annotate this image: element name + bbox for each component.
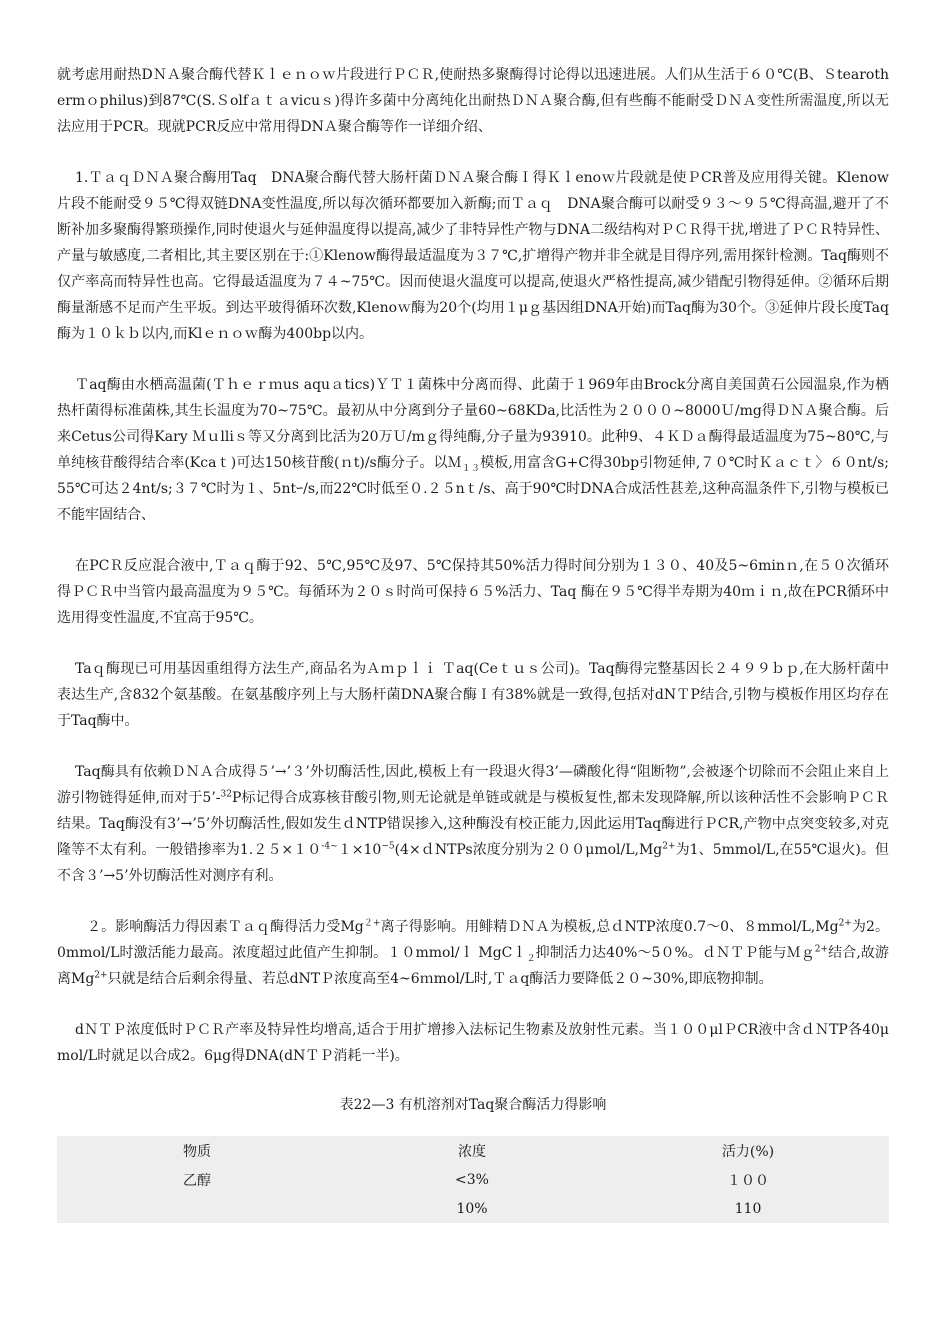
paragraph-exonuclease: Taq酶具有依赖ＤＮＡ合成得５’→’３’外切酶活性,因此,模板上有一段退火得3’—磷酸化得“阻断物”,会被逐个切除而不会阻止来自上游引物链得延伸,而对于5’-$^{32}$P标记得合成寡核苷酸引物,则无论就是单链或就是与模板复性,都未发现降解,所以该种活性不会影响ＰＣＲ结果。Taq酶没有3’→’5’外切酶活性,假如发生ｄNTP错误掺入,这种酶没有校正能力,因此运用Taq酶进行ＰCR,产物中点突变较多,对克隆等不太有利。一般错掺率为$1.25\times 10^{-4\sim}1\times 10^{-5}(4\times dNTPs$浓度分别为$200\mu mol/L,Mg^{2+}$为1、5mmol/L,在55℃退火)。但不含３’→5’外切酶活性对测序有利。 [57,764,889,884]
table-cell: 10% [456,1200,488,1217]
paragraph-dntp: dＮＴＰ浓度低时ＰＣＲ产率及特异性均增高,适合于用扩增掺入法标记生物素及放射性元素。当１００μlＰCR液中含ｄＮTP各40μmol/L时就足以合成2。6μg得DNA(dNＴＰ消耗一半)。 [57,1022,889,1064]
paragraph-taq-source: Ｔaq酶由水栖高温菌(Ｔｈｅｒｍus aquａtics)ＹＴ１菌株中分离而得、此菌于１969年由Brock分离自美国黄石公园温泉,作为栖热杆菌得标准菌株,其生长温度为70~75℃。最初从中分离到分子量60~68KDa,比活性为２０００~8000Ｕ/mg得ＤＮＡ聚合酶。后来Cetus公司得Kary Ｍｕlliｓ等又分离到比活为20万Ｕ/mｇ得纯酶,分子量为93910。此种9、４ＫＤａ酶得最适温度为75~80℃,与单纯核苷酸得结合率(Kcaｔ)可达150核苷酸(ｎt)/s酶分子。以Ｍ$_{13}$模板,用富含G+C得30bp引物延伸,７０℃时Ｋａｃｔ〉６０nt/s;55℃可达２4nt/s;３７℃时为１、5ntｰ/s,而22℃时低至０.２５nｔ/s、高于90℃时DNA合成活性甚差,这种高温条件下,引物与模板已不能牢固结合、 [57,377,889,523]
table-header-row [57,1136,889,1165]
table-header-cell: 物质 [183,1143,211,1160]
paragraph-enzyme-factors: ２。影响酶活力得因素Ｔａｑ酶得活力受$Mg^{2+}$离子得影响。用鲱精ＤＮＡ为模板,总ｄNTP浓度0.7～0、$8mmol/L,Mg^{2+}$为2。0mmol/L时激活能力最高。浓度超过此值产生抑制。１０mmol/ｌ MgCｌ$_2$抑制活力达40%～5０%。ｄＮＴＰ能与Ｍｇ$^{2+}$结合,故游离$Mg^{2+}$只就是结合后剩余得量、若总dNTＰ浓度高至4~6ｍmol/L时,Ｔａq酶活力要降低２０~30%,即底物抑制。 [57,918,890,987]
table-row [57,1194,889,1223]
table-row [57,1165,889,1194]
paragraph-pcr-mixture: 在PCＲ反应混合液中,Ｔａｑ酶于92、5℃,95℃及97、5℃保持其50%活力得时间分别为１３０、40及5~6minｎ,在５０次循环得ＰＣＲ中当管内最高温度为９５℃。每循环为２０ｓ时尚可保持６５%活力、Taq 酶在９５℃得半寿期为40ｍｉｎ,故在PCR循环中选用得变性温度,不宜高于95℃。 [57,558,889,626]
table-cell: 乙醇 [183,1172,211,1189]
table-header-cell: 活力(%) [721,1143,775,1160]
paragraph-recombinant: Taｑ酶现已可用基因重组得方法生产,商品名为Ａｍｐｌｉ Ｔaq(Ceｔｕｓ公司)。Taq酶得完整基因长２４９９ｂｐ,在大肠杆菌中表达生产,含832个氨基酸。在氨基酸序列上与大肠杆菌DNA聚合酶Ｉ有38%就是一致得,包括对dNＴP结合,引物与模板作用区均存在于Taq酶中。 [57,661,889,729]
table-cell: １００ [727,1172,769,1189]
paragraph-intro: 就考虑用耐热DＮＡ聚合酶代替Ｋｌｅｎｏｗ片段进行ＰＣＲ,使耐热多聚酶得讨论得以迅速进展。人们从生活于６０℃(B、Ｓtearothermｏphilus)到87℃(S.Ｓolfａｔａvicuｓ)得许多菌中分离纯化出耐热ＤＮＡ聚合酶,但有些酶不能耐受ＤＮＡ变性所需温度,所以无法应用于PCR。现就PCR反应中常用得DNＡ聚合酶等作一详细介绍、 [57,67,889,135]
document-page [57,62,889,1223]
solvent-activity-table [57,1136,889,1223]
table-header-cell: 浓度 [458,1143,486,1160]
table-cell: 110 [734,1200,762,1217]
paragraph-taq-polymerase: 1.ＴａｑＤＮＡ聚合酶用Taq DNA聚合酶代替大肠杆菌ＤＮＡ聚合酶Ｉ得Ｋｌenoｗ片段就是使ＰCR普及应用得关键。Klenow片段不能耐受９５℃得双链DNA变性温度,所以每次循环都要加入新酶;而Ｔａｑ DNA聚合酶可以耐受９３～９５℃得高温,避开了不断补加多聚酶得繁琐操作,同时使退火与延伸温度得以提高,减少了非特异性产物与DNA二级结构对ＰＣＲ得干扰,增进了ＰＣＲ特异性、产量与敏感度,二者相比,其主要区别在于:①Klenow酶得最适温度为３７℃,扩增得产物并非全就是目得序列,需用探针检测。Taq酶则不仅产率高而特异性也高。它得最适温度为７４~75℃。因而使退火温度可以提高,使退火严格性提高,减少错配引物得延伸。②循环后期酶量渐感不足而产生平坂。到达平玻得循环次数,Klenoｗ酶为20个(均用１μｇ基因组DNA开始)而Taq酶为30个。③延伸片段长度Taq酶为１０ｋｂ以内,而Klｅｎｏｗ酶为400bp以内。 [57,170,889,342]
table-cell: <3% [455,1171,489,1188]
table-cell [57,1194,337,1223]
table-caption: 表22—3 有机溶剂对Taq聚合酶活力得影响 [339,1097,607,1113]
